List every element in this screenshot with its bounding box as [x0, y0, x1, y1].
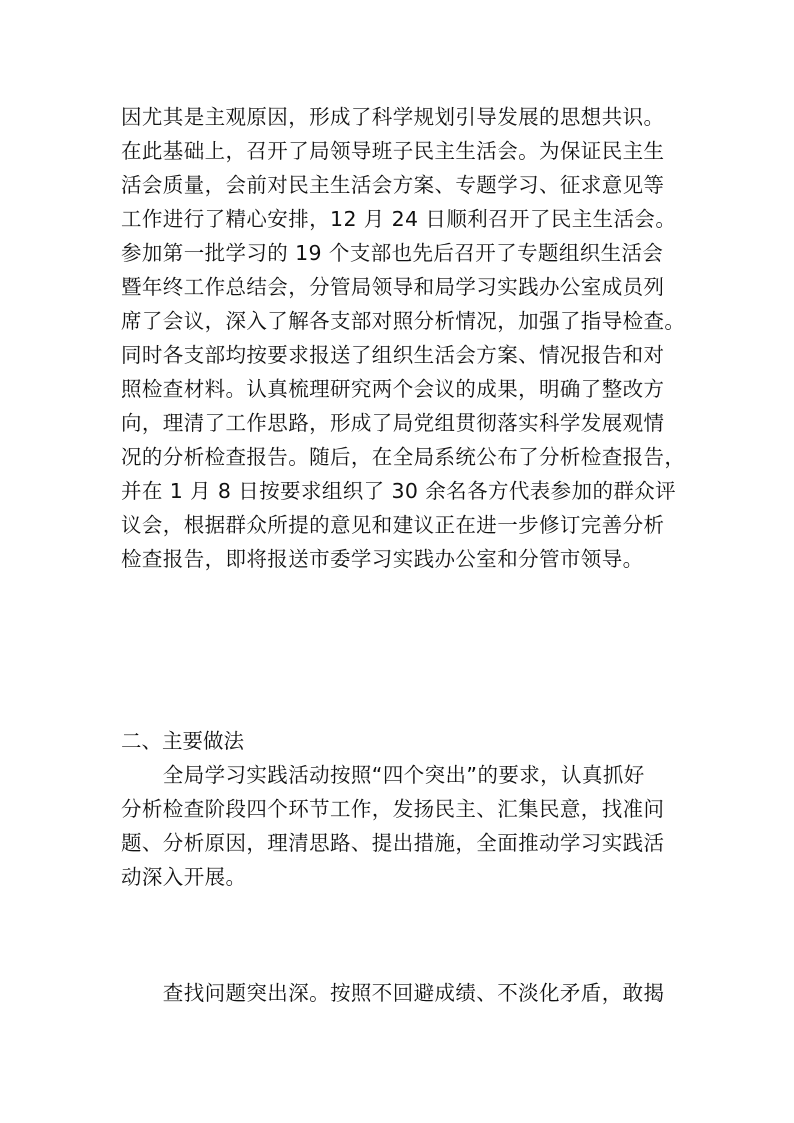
paragraph-1-line: 参加第一批学习的 19 个支部也先后召开了专题组织生活会	[121, 241, 664, 265]
paragraph-1	[121, 100, 687, 576]
paragraph-2-line: 动深入开展。	[121, 865, 247, 889]
paragraph-2-line: 分析检查阶段四个环节工作，发扬民主、汇集民意，找准问	[121, 797, 665, 821]
paragraph-2-line: 题、分析原因，理清思路、提出措施，全面推动学习实践活	[121, 831, 665, 855]
paragraph-1-line: 工作进行了精心安排，12 月 24 日顺利召开了民主生活会。	[121, 207, 677, 231]
paragraph-1-line: 议会，根据群众所提的意见和建议正在进一步修订完善分析	[121, 513, 665, 537]
section-heading: 二、主要做法	[121, 729, 244, 753]
paragraph-2	[121, 758, 687, 894]
paragraph-1-line: 暨年终工作总结会，分管局领导和局学习实践办公室成员列	[121, 275, 665, 299]
paragraph-1-line: 活会质量，会前对民主生活会方案、专题学习、征求意见等	[121, 173, 665, 197]
paragraph-1-line: 向，理清了工作思路，形成了局党组贯彻落实科学发展观情	[121, 411, 665, 435]
paragraph-1-line: 况的分析检查报告。随后，在全局系统公布了分析检查报告，	[121, 445, 686, 469]
paragraph-1-line: 检查报告，即将报送市委学习实践办公室和分管市领导。	[121, 547, 644, 571]
paragraph-1-line: 并在 1 月 8 日按要求组织了 30 余名各方代表参加的群众评	[121, 479, 677, 503]
paragraph-1-line: 同时各支部均按要求报送了组织生活会方案、情况报告和对	[121, 343, 665, 367]
paragraph-2-line: 全局学习实践活动按照“四个突出”的要求，认真抓好	[121, 763, 645, 787]
paragraph-1-line: 因尤其是主观原因，形成了科学规划引导发展的思想共识。	[121, 105, 665, 129]
paragraph-3	[121, 976, 687, 1010]
paragraph-3-line: 查找问题突出深。按照不回避成绩、不淡化矛盾，敢揭	[121, 981, 665, 1005]
paragraph-1-line: 照检查材料。认真梳理研究两个会议的成果，明确了整改方	[121, 377, 665, 401]
paragraph-1-line: 席了会议，深入了解各支部对照分析情况，加强了指导检查。	[121, 309, 686, 333]
paragraph-1-line: 在此基础上，召开了局领导班子民主生活会。为保证民主生	[121, 139, 665, 163]
